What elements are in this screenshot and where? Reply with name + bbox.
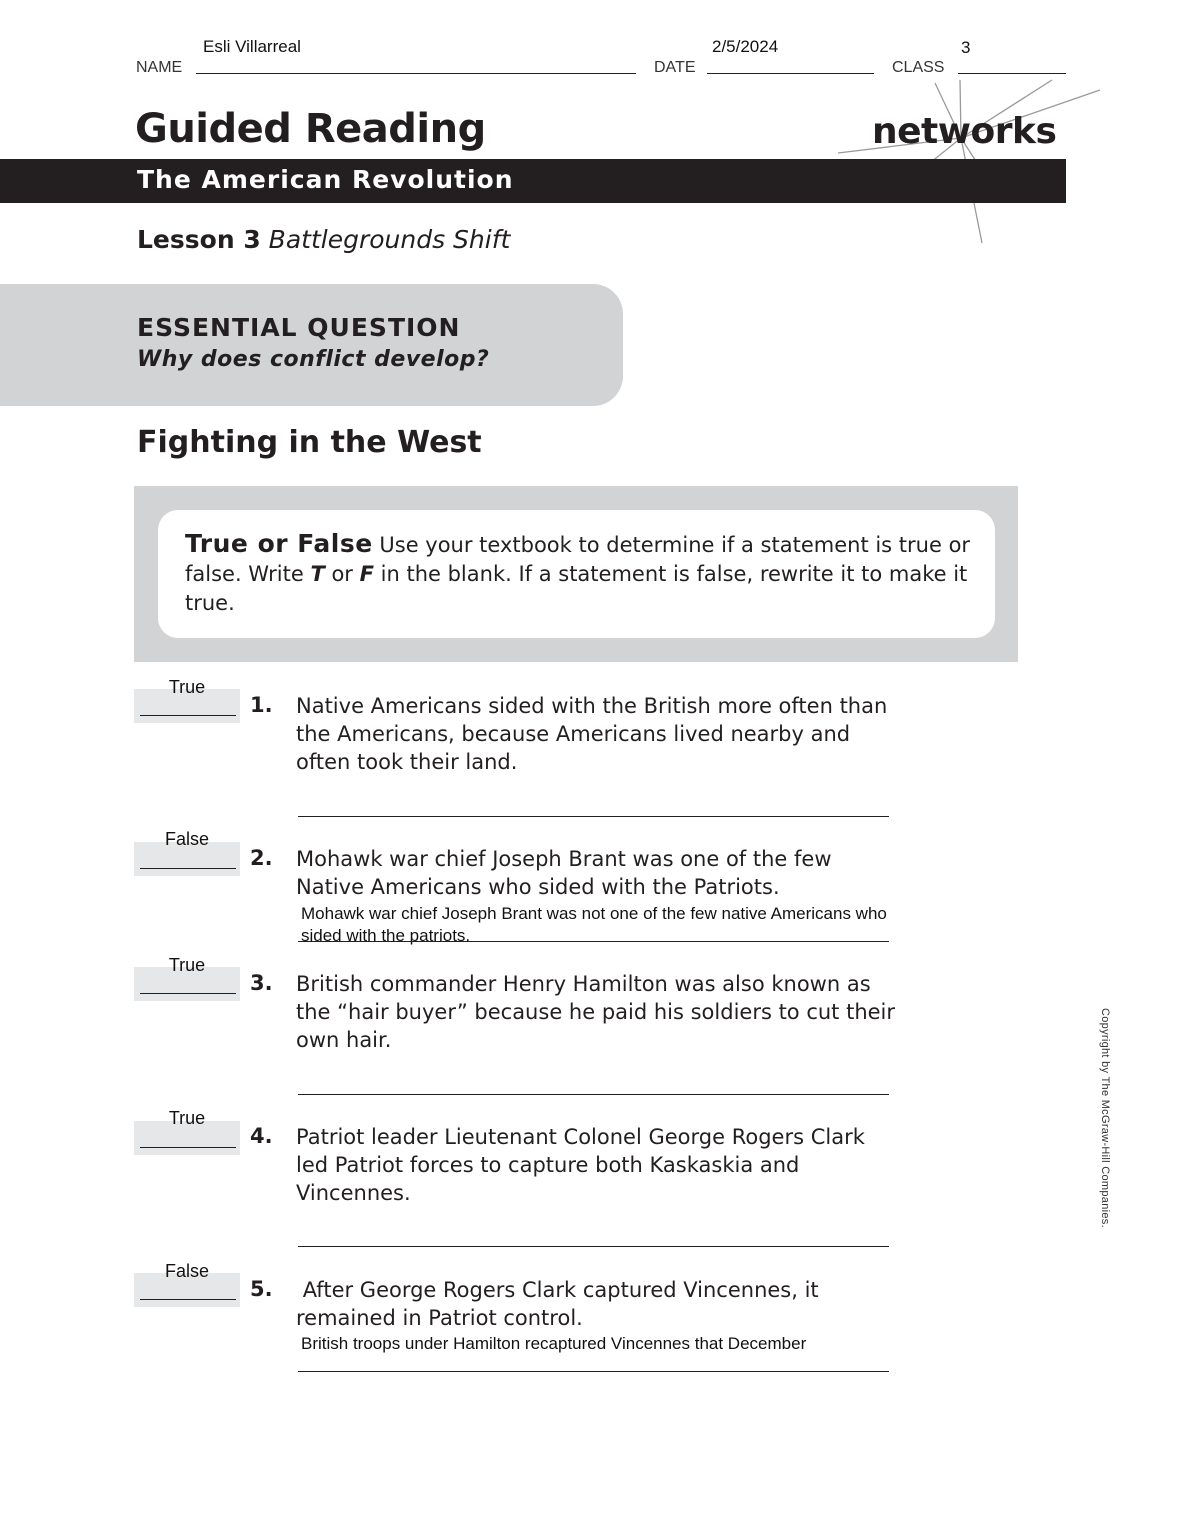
instructions-part1: Use your textbook to determine if a statement is true or false. Write xyxy=(185,533,971,586)
logo-text-start: netw xyxy=(872,111,971,152)
date-line xyxy=(707,73,874,74)
answer-value[interactable]: True xyxy=(168,677,206,697)
answer-value[interactable]: True xyxy=(168,955,206,975)
answer-blank xyxy=(140,1299,236,1300)
response-text[interactable]: British troops under Hamilton recaptured Vincennes that December xyxy=(301,1334,807,1353)
class-label: CLASS xyxy=(892,59,945,76)
name-label: NAME xyxy=(136,59,183,76)
lesson-number: Lesson 3 xyxy=(137,225,261,254)
answer-value[interactable]: False xyxy=(164,1261,209,1281)
instructions-or: or xyxy=(324,562,360,586)
section-title: Fighting in the West xyxy=(137,425,482,460)
lesson-heading xyxy=(137,225,510,254)
instructions-t: T xyxy=(310,562,325,586)
answer-blank xyxy=(140,993,236,994)
question-text: Mohawk war chief Joseph Brant was one of the few Native Americans who sided with the Patriots. xyxy=(296,847,832,899)
question-text: British commander Henry Hamilton was also known as the “hair buyer” because he paid his soldiers to cut their own hair. xyxy=(296,972,896,1052)
instructions-part2: in the blank. If a statement is false, rewrite it to make it true. xyxy=(185,562,968,615)
answer-value[interactable]: False xyxy=(164,829,209,849)
response-line xyxy=(298,1246,889,1247)
question-text: Native Americans sided with the British more often than the Americans, because Americans lived nearby and often took their land. xyxy=(296,694,888,774)
date-value[interactable]: 2/5/2024 xyxy=(712,37,779,56)
question-number: 1. xyxy=(250,693,273,717)
date-label: DATE xyxy=(654,59,696,76)
essential-question-text: Why does conflict develop? xyxy=(137,347,490,372)
class-value[interactable]: 3 xyxy=(961,38,971,57)
answer-value[interactable]: True xyxy=(168,1108,206,1128)
networks-logo xyxy=(872,111,1056,152)
name-line xyxy=(196,73,636,74)
logo-text-end: rks xyxy=(994,111,1057,152)
question-text: After George Rogers Clark captured Vincennes, it remained in Patriot control. xyxy=(296,1278,826,1330)
response-line xyxy=(298,941,889,942)
essential-question-box xyxy=(0,284,623,406)
response-text[interactable]: Mohawk war chief Joseph Brant was not one of the few native Americans who sided with the patriots. xyxy=(301,904,887,945)
instructions-f: F xyxy=(359,562,374,586)
question-number: 3. xyxy=(250,971,273,995)
question-number: 4. xyxy=(250,1124,273,1148)
lesson-name: Battlegrounds Shift xyxy=(268,225,511,254)
page-title: Guided Reading xyxy=(135,106,486,152)
essential-question-title: ESSENTIAL QUESTION xyxy=(137,313,461,342)
chapter-title: The American Revolution xyxy=(137,165,514,194)
name-value[interactable]: Esli Villarreal xyxy=(203,37,301,56)
question-text: Patriot leader Lieutenant Colonel George Rogers Clark led Patriot forces to capture both Kaskaskia and Vincennes. xyxy=(296,1125,865,1205)
response-line xyxy=(298,1094,889,1095)
logo-o-icon: o xyxy=(970,111,995,152)
class-line xyxy=(958,73,1066,74)
answer-blank xyxy=(140,1147,236,1148)
response-line xyxy=(298,1371,889,1372)
answer-blank xyxy=(140,715,236,716)
answer-blank xyxy=(140,868,236,869)
instructions-text xyxy=(185,529,975,618)
question-number: 2. xyxy=(250,846,273,870)
copyright-notice: Copyright by The McGraw-Hill Companies. xyxy=(1099,1008,1111,1228)
question-number: 5. xyxy=(250,1277,273,1301)
response-line xyxy=(298,816,889,817)
instructions-lead: True or False xyxy=(185,529,373,558)
